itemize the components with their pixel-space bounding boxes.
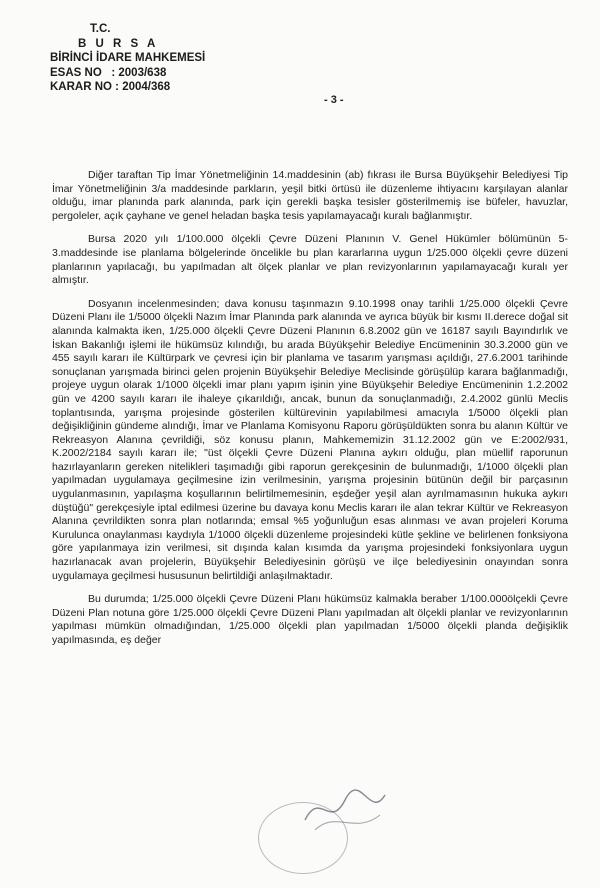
tc-label: T.C. [90,23,111,35]
paragraph-1: Diğer taraftan Tip İmar Yönetmeliğinin 14.maddesinin (ab) fıkrası ile Bursa Büyükşehir Belediyesi Tip İmar Yönetmeliğinin 3/a maddesinde parkların, yeşil bitki örtüsü ile düzenleme ihtiyacını karşılayan alanlar olduğu, imar planında park alanında, park için gerekli başka tesisler gösterilmemiş ise büfeler, havuzlar, pergoleler, açık çayhane ve genel heladan başka tesis yapılamayacağı kuralı bağlanmıştır. [52,169,568,222]
signature-icon [300,780,390,840]
karar-value: 2004/368 [122,81,171,93]
document-body [52,169,568,658]
paragraph-2: Bursa 2020 yılı 1/100.000 ölçekli Çevre Düzeni Planının V. Genel Hükümler bölümünün 5-3.maddesinde ise planlama bölgelerinde öncelikle bu plan kararlarına uygun 1/25.000 ölçekli çevre düzeni planlarının yapılacağı, bu yapılmadan alt ölçek planlar ve plan revizyonlarının yapılamayacağı kuralı yer almıştır. [52,233,568,287]
esas-value: 2003/638 [118,66,167,79]
court-name: BİRİNCİ İDARE MAHKEMESİ [50,52,206,64]
karar-number [50,80,205,95]
page-number: - 3 - [324,94,344,106]
court-stamp-icon [258,802,348,874]
esas-label: ESAS NO : [50,66,116,79]
paragraph-3: Dosyanın incelenmesinden; dava konusu taşınmazın 9.10.1998 onay tarihli 1/25.000 ölçekli Çevre Düzeni Planı ile 1/5000 ölçekli Nazım İmar Planında park alanında ve ayrıca büyük bir kısmı II.derece doğal sit alanında kalmakta iken, 1/25.000 ölçekli Çevre Düzeni Planının 6.8.2002 gün ve 16187 sayılı Bayındırlık ve İskan Bakanlığı işlemi ile hükümsüz kılındığı, bu arada Büyükşehir Belediye Encümeninin 30.3.2000 gün ve 455 sayılı kararı ile Kültürpark ve çevresi için bir planlama ve tasarım yarışması açıldığı, 27.6.2001 tarihinde sonuçlanan yarışmada birinci gelen projenin Büyükşehir Belediye Meclisinde görüşülüp karara bağlanmadığı, projeye uygun olarak 1/1000 ölçekli imar planı yapım işinin yine Büyükşehir Belediye Encümeninin 1.2.2002 gün ve 4200 sayılı kararı ile ihaleye çıkarıldığı, ancak, bunun da sonuçlanmadığı, 2.4.2002 günlü Meclis toplantısında, yarışma projesinde gösterilen kültürevinin yapılabilmesi amacıyla 1/5000 ölçekli plan değişikliğinin gündeme alındığı, İmar ve Planlama Komisyonu Raporu görüşüldükten sonra bu alanın Kültür ve Rekreasyon Alanına çevrildiği, söz konusu planın, Mahkememizin 31.12.2002 gün ve E:2002/931, K.2002/2184 sayılı kararı ile; "üst ölçekli Çevre Düzeni Planına aykırı olduğu, plan müellif raporunun hazırlayanların gereken nitelikleri taşımadığı gibi raporun gerekçesinin de bulunmadığı, 1/1000 ölçekli plan yapılmadan uygulamaya geçilmesine izin verilmesinin, yarışma projesinin bütünün değil bir parçasının uygulanmasının, yapılaşma koşullarının belirtilmemesinin, eşdeğer yeşil alan ayrılmamasının hukuka aykırı düştüğü" gerekçesiyle iptal edilmesi üzerine bu davaya konu Meclis kararı ile alan tekrar Kültür ve Rekreasyon Alanına çevrildikten sonra plan notlarında; emsal %5 yoğunluğun esas alınması ve avan projeleri Koruma Kurulunca onaylanması kaydıyla 1/1000 ölçekli düzenleme projesindeki kütle şekline ve belirlenen fonksiyona göre yapılanmaya izin verilmesi, sit dışında kalan kısımda da yarışma projesindeki fonksiyonlara uygun hazırlanacak avan projelerin, Büyükşehir Belediyesinin görüşü ve ilçe belediyesinin onayından sonra uygulamaya geçilmesi hususunun belirtildiği anlaşılmaktadır. [52,297,568,582]
document-header [50,22,205,95]
city-label: B U R S A [78,37,159,50]
paragraph-4: Bu durumda; 1/25.000 ölçekli Çevre Düzeni Planı hükümsüz kalmakla beraber 1/100.000ölçekli Çevre Düzeni Plan notuna göre 1/25.000 ölçekli Çevre Düzeni Planı yapılmadan alt ölçekli planlar ve revizyonlarının yapılması mümkün olmadığından, 1/25.000 ölçekli plan yapılmadan 1/5000 ölçekli planda değişiklik yapılmasında, eş değer [52,593,568,646]
karar-label: KARAR NO : [50,81,119,93]
esas-number [50,66,205,81]
